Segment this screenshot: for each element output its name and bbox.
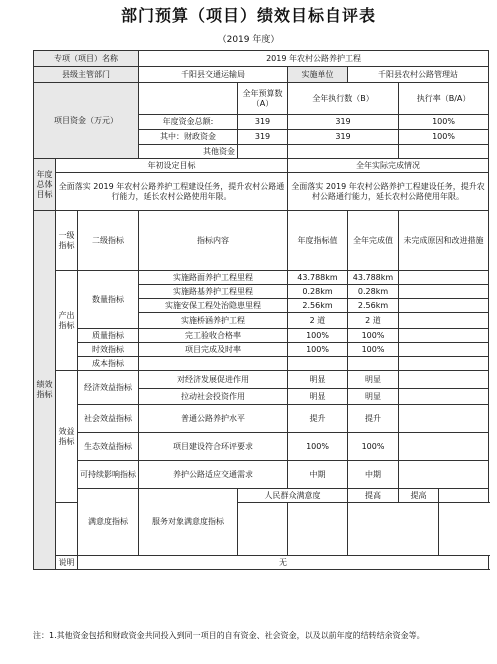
indicator-target: 2.56km xyxy=(288,299,348,313)
output-label: 产出指标 xyxy=(56,271,78,371)
indicator-actual: 提升 xyxy=(348,405,399,433)
indicator-row xyxy=(34,371,489,389)
header-target: 年度指标值 xyxy=(288,211,348,271)
indicator-reason xyxy=(399,389,489,405)
goals-text-row xyxy=(34,173,489,211)
indicator-reason xyxy=(348,503,439,556)
indicator-content: 实施路基养护工程里程 xyxy=(139,285,288,299)
indicator-row-blank xyxy=(34,503,489,556)
indicator-content: 项目完成及时率 xyxy=(139,343,288,357)
goals-label: 年度总体目标 xyxy=(34,159,56,211)
social-label: 社会效益指标 xyxy=(78,405,139,433)
cost-label: 成本指标 xyxy=(78,357,139,371)
indicator-content: 实施路面养护工程里程 xyxy=(139,271,288,285)
timely-label: 时效指标 xyxy=(78,343,139,357)
funds-row-label: 其他资金 xyxy=(139,145,238,159)
funds-row-budget xyxy=(238,145,288,159)
indicator-content xyxy=(56,503,139,556)
indicator-reason xyxy=(399,461,489,489)
funds-row-rate: 100% xyxy=(399,115,489,130)
indicator-target: 中期 xyxy=(288,461,348,489)
funds-row-budget: 319 xyxy=(238,130,288,145)
header-level2: 二级指标 xyxy=(78,211,139,271)
indicator-actual: 2.56km xyxy=(348,299,399,313)
indicator-target: 43.788km xyxy=(288,271,348,285)
funds-row-exec xyxy=(288,145,399,159)
indicator-target xyxy=(238,503,288,556)
header-reason: 未完成原因和改进措施 xyxy=(399,211,489,271)
indicator-row xyxy=(34,357,489,371)
dept-row xyxy=(34,67,489,83)
indicator-target: 提高 xyxy=(348,489,399,503)
form-title: 部门预算（项目）绩效目标自评表 xyxy=(120,6,376,25)
unit-label: 实施单位 xyxy=(288,67,348,83)
indicator-reason xyxy=(399,313,489,329)
indicator-reason xyxy=(399,285,489,299)
funds-row-label: 其中：财政资金 xyxy=(139,130,238,145)
indicator-target: 明显 xyxy=(288,389,348,405)
eco-label: 生态效益指标 xyxy=(78,433,139,461)
project-label: 专项（项目）名称 xyxy=(34,51,139,67)
header-content: 指标内容 xyxy=(139,211,288,271)
benefit-label: 效益指标 xyxy=(56,371,78,503)
indicator-content: 对经济发展促进作用 xyxy=(139,371,288,389)
indicator-row xyxy=(34,329,489,343)
remark-value: 无 xyxy=(78,556,489,570)
indicator-content: 人民群众满意度 xyxy=(238,489,348,503)
indicator-reason xyxy=(399,299,489,313)
funds-row-exec: 319 xyxy=(288,130,399,145)
indicator-header-row xyxy=(34,211,489,271)
indicator-row xyxy=(34,271,489,285)
remark-row xyxy=(34,556,489,570)
funds-header-empty xyxy=(139,83,238,115)
indicator-content: 养护公路适应交通需求 xyxy=(139,461,288,489)
indicator-actual: 100% xyxy=(348,343,399,357)
form-year: （2019 年度） xyxy=(217,35,280,45)
indicator-row xyxy=(34,433,489,461)
indicator-content: 拉动社会投资作用 xyxy=(139,389,288,405)
funds-col-budget: 全年预算数（A） xyxy=(238,83,288,115)
indicator-actual: 提高 xyxy=(399,489,439,503)
indicator-content: 普通公路养护水平 xyxy=(139,405,288,433)
footnote: 注：1.其他资金包括和财政资金共同投入到同一项目的自有资金、社会资金，以及以前年度的结转结余资金等。 xyxy=(33,631,425,640)
indicator-content: 项目建设符合环评要求 xyxy=(139,433,288,461)
indicator-target: 2 道 xyxy=(288,313,348,329)
remark-label: 说明 xyxy=(56,556,78,570)
indicator-target: 100% xyxy=(288,329,348,343)
goals-actual-label: 全年实际完成情况 xyxy=(288,159,489,173)
satisfaction-sub-label: 服务对象满意度指标 xyxy=(139,489,238,556)
qty-label: 数量指标 xyxy=(78,271,139,329)
unit-value: 千阳县农村公路管理站 xyxy=(348,67,489,83)
indicator-reason xyxy=(439,489,489,503)
indicator-target: 提升 xyxy=(288,405,348,433)
funds-col-exec: 全年执行数（B） xyxy=(288,83,399,115)
header-level1: 一级指标 xyxy=(56,211,78,271)
funds-label: 项目资金（万元） xyxy=(34,83,139,159)
indicator-actual: 明显 xyxy=(348,389,399,405)
indicator-content: 实施桥涵养护工程 xyxy=(139,313,288,329)
evaluation-table xyxy=(33,50,489,570)
indicator-row xyxy=(34,489,489,503)
indicators-section-label: 绩效指标 xyxy=(34,211,56,570)
indicator-reason xyxy=(399,357,489,371)
sustain-label: 可持续影响指标 xyxy=(78,461,139,489)
indicator-target: 100% xyxy=(288,433,348,461)
indicator-actual: 100% xyxy=(348,433,399,461)
indicator-actual: 2 道 xyxy=(348,313,399,329)
indicator-target: 0.28km xyxy=(288,285,348,299)
funds-row-rate xyxy=(399,145,489,159)
project-value: 2019 年农村公路养护工程 xyxy=(139,51,489,67)
indicator-actual: 中期 xyxy=(348,461,399,489)
goals-set-label: 年初设定目标 xyxy=(56,159,288,173)
indicator-reason xyxy=(399,343,489,357)
satisfaction-label: 满意度指标 xyxy=(78,489,139,556)
goals-set-text: 全面落实 2019 年农村公路养护工程建设任务，提升农村公路通行能力，延长农村公路使用年限。 xyxy=(56,173,288,211)
indicator-target xyxy=(288,357,348,371)
indicator-content: 实施安保工程处治隐患里程 xyxy=(139,299,288,313)
quality-label: 质量指标 xyxy=(78,329,139,343)
header-actual: 全年完成值 xyxy=(348,211,399,271)
indicator-row xyxy=(34,461,489,489)
project-row xyxy=(34,51,489,67)
funds-row-budget: 319 xyxy=(238,115,288,130)
dept-label: 县级主管部门 xyxy=(34,67,139,83)
indicator-actual: 43.788km xyxy=(348,271,399,285)
goals-header-row xyxy=(34,159,489,173)
indicator-actual: 明显 xyxy=(348,371,399,389)
indicator-row xyxy=(34,405,489,433)
indicator-actual xyxy=(348,357,399,371)
indicator-reason xyxy=(399,433,489,461)
funds-row-rate: 100% xyxy=(399,130,489,145)
indicator-reason xyxy=(399,405,489,433)
indicator-content xyxy=(139,357,288,371)
indicator-content: 完工验收合格率 xyxy=(139,329,288,343)
funds-row-label: 年度资金总额: xyxy=(139,115,238,130)
indicator-actual: 0.28km xyxy=(348,285,399,299)
econ-label: 经济效益指标 xyxy=(78,371,139,405)
indicator-actual xyxy=(288,503,348,556)
indicator-reason xyxy=(399,329,489,343)
funds-header-row xyxy=(34,83,489,115)
funds-col-rate: 执行率（B/A） xyxy=(399,83,489,115)
dept-value: 千阳县交通运输局 xyxy=(139,67,288,83)
goals-actual-text: 全面落实 2019 年农村公路养护工程建设任务，提升农村公路通行能力，延长农村公路使用年限。 xyxy=(288,173,489,211)
indicator-actual: 100% xyxy=(348,329,399,343)
indicator-target: 明显 xyxy=(288,371,348,389)
indicator-reason xyxy=(399,371,489,389)
indicator-target: 100% xyxy=(288,343,348,357)
indicator-row xyxy=(34,343,489,357)
funds-row-exec: 319 xyxy=(288,115,399,130)
indicator-reason xyxy=(399,271,489,285)
